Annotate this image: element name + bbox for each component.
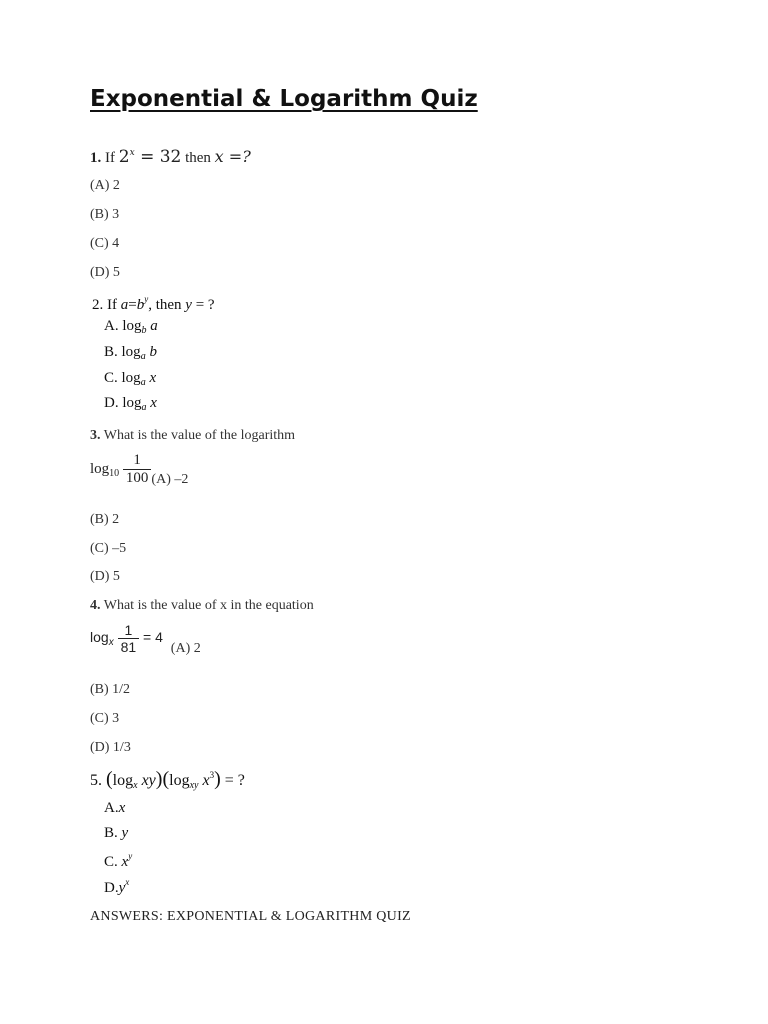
question-4-option-d: (D) 1/3 [90, 740, 131, 755]
question-5-option-a: A.x [104, 800, 126, 816]
question-4 [90, 598, 314, 614]
question-4-text: What is the value of x in the equation [103, 598, 314, 613]
question-3-text: What is the value of the logarithm [103, 428, 296, 443]
question-1-number: 1. [90, 150, 102, 166]
question-4-fraction: $\frac{1}{81}$ [118, 622, 140, 655]
page-title: Exponential & Logarithm Quiz [90, 86, 478, 112]
question-1 [90, 147, 251, 167]
question-5-option-c: C. $x^y$ [104, 851, 133, 870]
question-3-number: 3. [90, 428, 101, 443]
question-1-option-b: (B) 3 [90, 207, 120, 222]
question-2-option-b: B. $\log_a b$ [104, 344, 157, 362]
question-3-expression: $\log_{10}$ $\frac{1}{100}$ (A) –2 [90, 452, 189, 487]
question-1-if: If [105, 150, 115, 166]
question-5-option-b: B. y [104, 825, 129, 841]
question-1-option-c: (C) 4 [90, 236, 120, 251]
question-3-fraction: $\frac{1}{100}$ [123, 452, 152, 487]
question-4-option-b: (B) 1/2 [90, 682, 131, 697]
question-3-option-c: (C) –5 [90, 541, 127, 556]
question-3-option-a: (A) –2 [151, 471, 189, 487]
question-2-option-d: D. $\log_a x$ [104, 395, 157, 413]
question-3-option-b: (B) 2 [90, 512, 120, 527]
question-1-ask: x =? [214, 147, 251, 166]
question-3-option-d: (D) 5 [90, 569, 120, 584]
question-5-option-d: $D.y^x$ [104, 877, 130, 896]
question-1-option-a: (A) 2 [90, 178, 120, 193]
question-2: 2. If $a=b^y$, then y = ? [92, 294, 215, 313]
answers-heading: ANSWERS: EXPONENTIAL & LOGARITHM QUIZ [90, 909, 411, 924]
question-5: 5. ($\log_x$ $xy)(\log_{xy}$ $x^3$) = ? [90, 768, 245, 791]
question-2-option-a: A. $\log_b a$ [104, 318, 158, 336]
question-3 [90, 428, 295, 444]
question-4-option-c: (C) 3 [90, 711, 120, 726]
question-1-equation: 2$^x$ = 32 [118, 147, 182, 167]
question-2-option-c: C. $\log_a x$ [104, 370, 157, 388]
question-4-expression: $\log_x$ $\frac{1}{81}$ = 4 (A) 2 [90, 622, 201, 657]
question-1-then: then [185, 150, 211, 166]
question-4-option-a: (A) 2 [170, 641, 201, 657]
question-1-option-d: (D) 5 [90, 265, 120, 280]
question-4-number: 4. [90, 598, 101, 613]
